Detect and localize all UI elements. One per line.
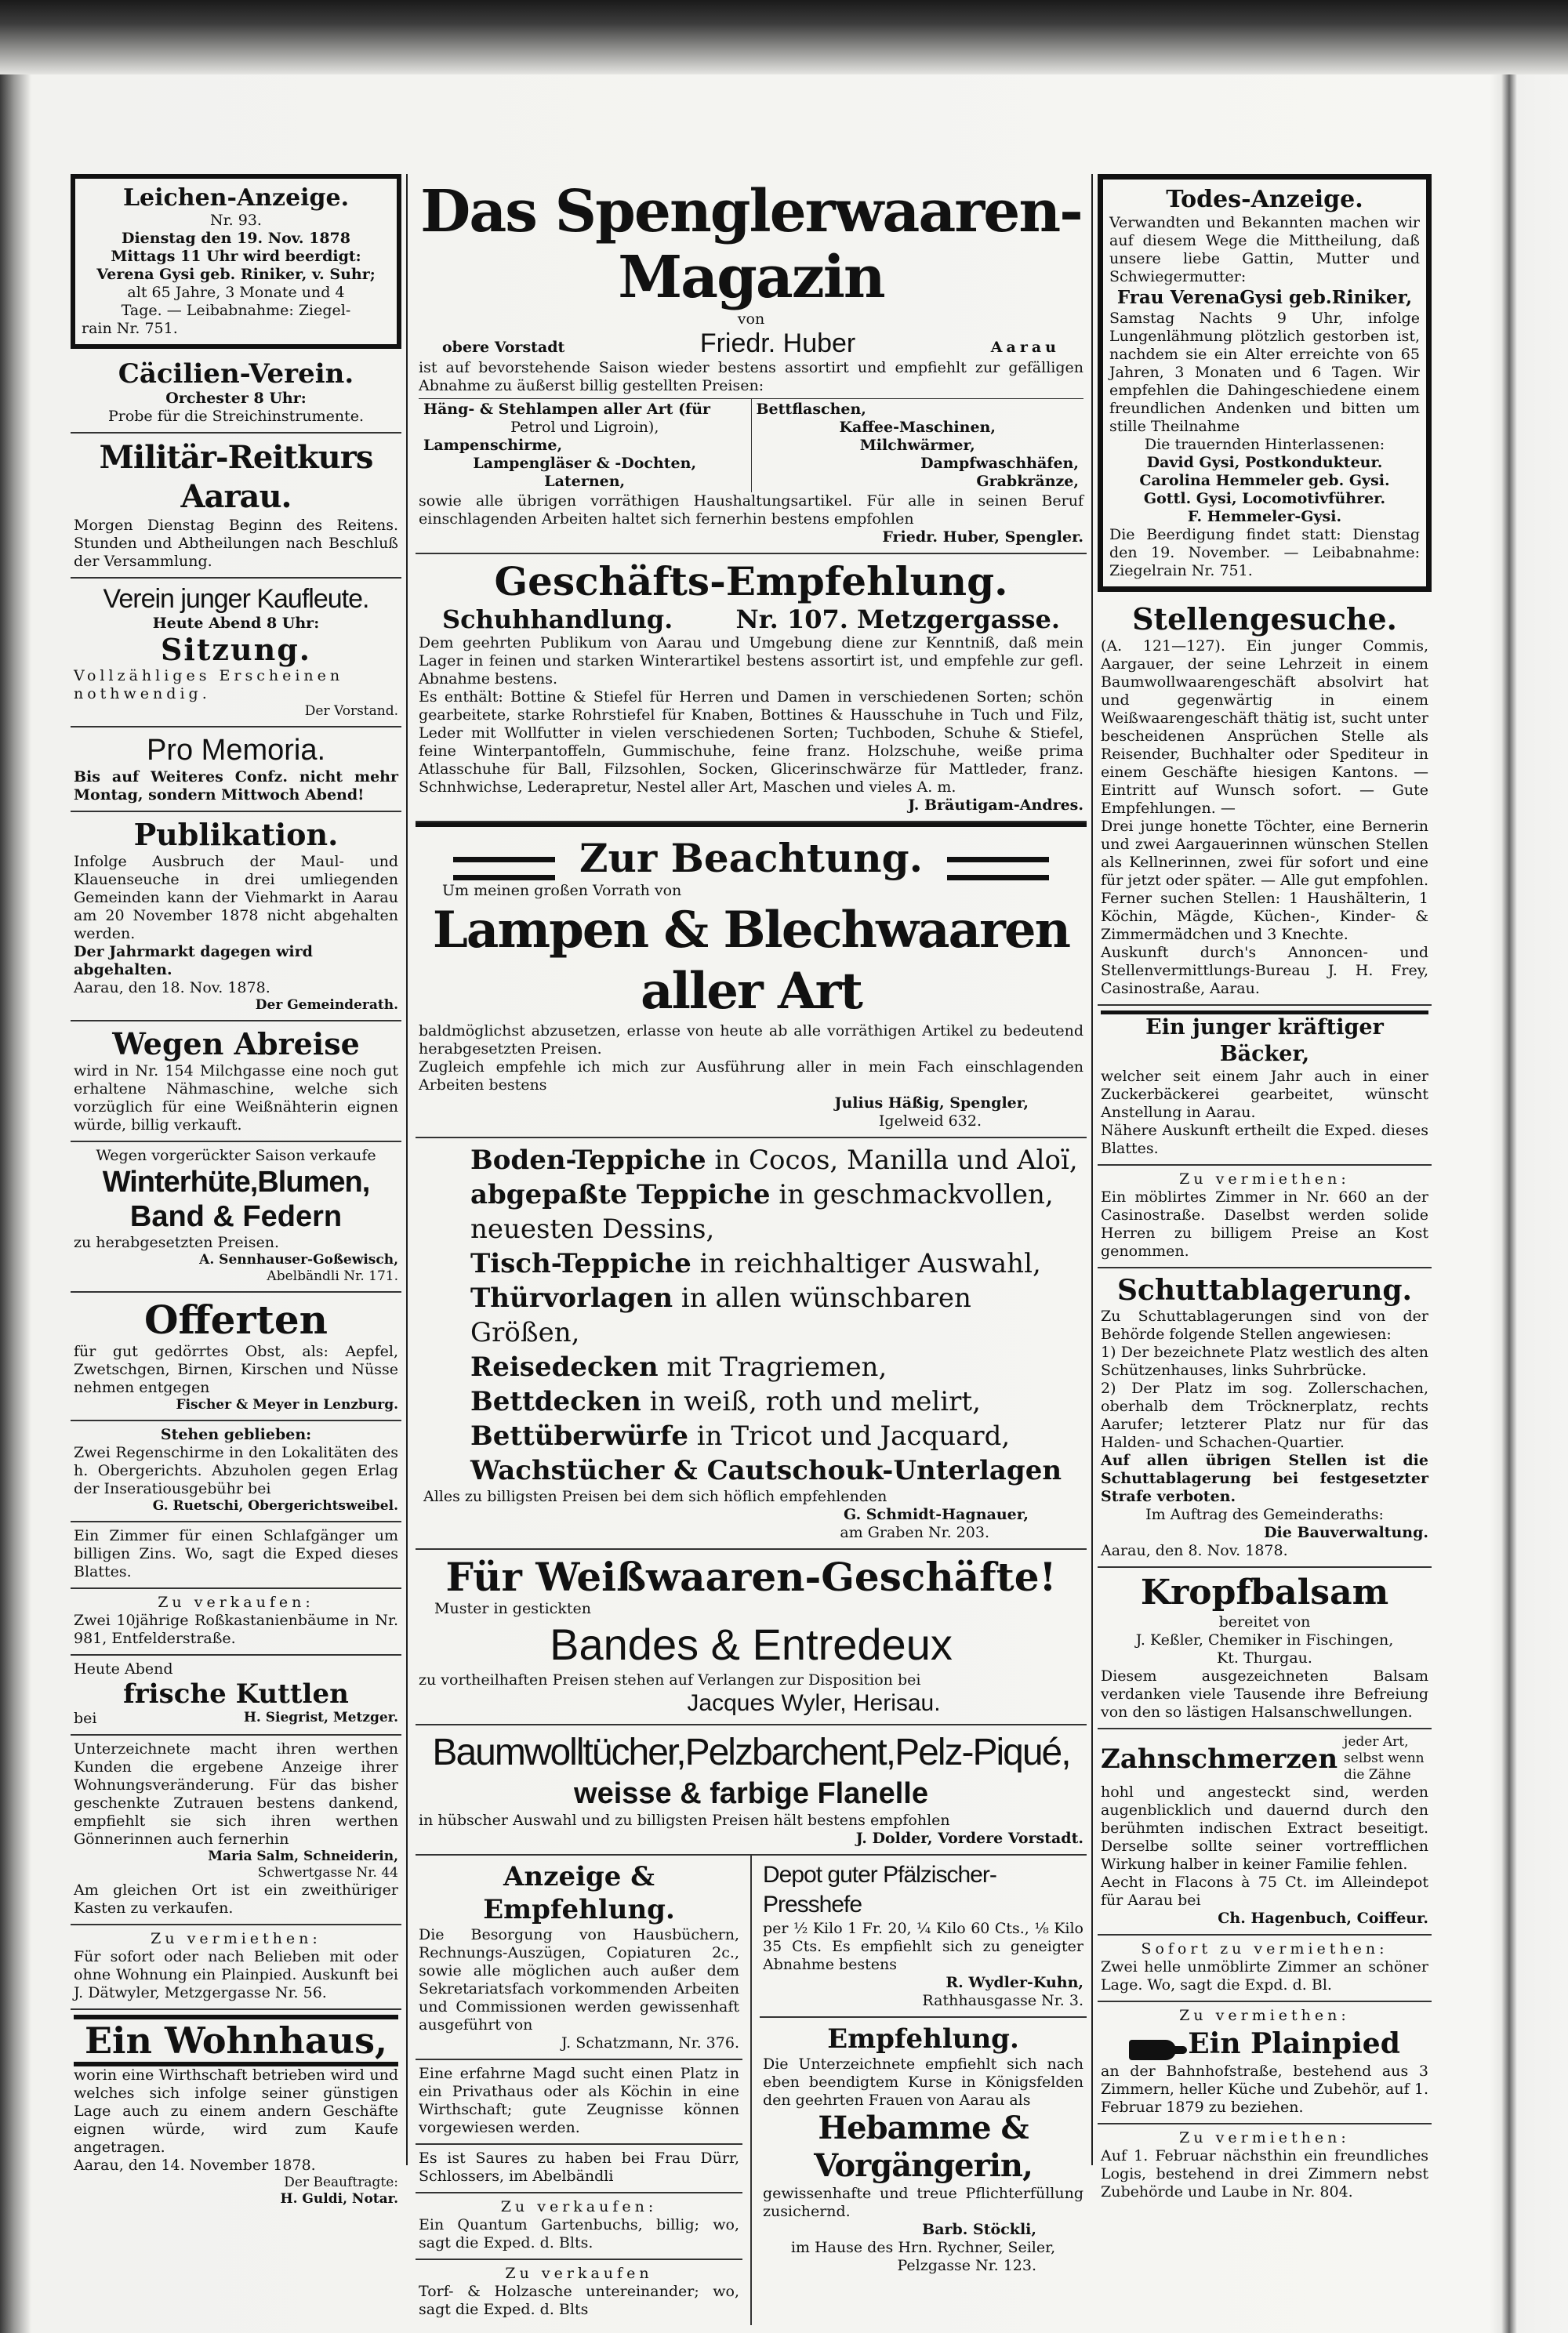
- teppiche-l4a: Thürvorlagen: [470, 1283, 673, 1314]
- column-left: [71, 174, 401, 2214]
- todes-text3: Die Beerdigung findet statt: Dienstag den 19. November. — Leibabnahme: Ziegelrain Nr. 751.: [1109, 526, 1420, 579]
- kuttlen-sign: H. Siegrist, Metzger.: [243, 1710, 398, 1725]
- beachtung-text2: Zugleich empfehle ich mich zur Ausführung aller in mein Fach einschlagenden Arbeiten bestens: [419, 1058, 1083, 1094]
- kropf-ad: [1098, 1568, 1432, 1729]
- salm-text2: Am gleichen Ort ist ein zweithüriger Kasten zu verkaufen.: [74, 1881, 398, 1917]
- todes-h1: Die trauernden Hinterlassenen:: [1144, 436, 1385, 453]
- abreise-text: wird in Nr. 154 Milchgasse eine noch gut erhaltene Nähmaschine, welche sich vorzüglich für eine Weißnähterin eignen würde, billig verkauft.: [74, 1062, 398, 1134]
- hebamme-sign2: im Hause des Hrn. Rychner, Seiler,: [790, 2239, 1056, 2256]
- column-rule-right: [1091, 174, 1093, 2165]
- leichen-line4: alt 65 Jahre, 3 Monate und 4: [127, 284, 345, 301]
- anzeige-title: Anzeige & Empfehlung.: [483, 1861, 675, 1925]
- verein-sitzung: Sitzung.: [160, 632, 312, 667]
- publikation-title: Publikation.: [133, 817, 339, 852]
- presshefe-text: per ½ Kilo 1 Fr. 20, ¼ Kilo 60 Cts., ⅛ Kilo 35 Cts. Es empfiehlt sich zu geneigter Abnahme bestens: [763, 1920, 1083, 1973]
- publikation-ad: [71, 812, 401, 1021]
- weiss-text: zu vortheilhaften Preisen stehen auf Verlangen zur Disposition bei: [419, 1671, 921, 1689]
- memoria-text: Bis auf Weiteres Confz. nicht mehr Montag, sondern Mittwoch Abend!: [74, 768, 398, 804]
- beachtung-sign1: Julius Häßig, Spengler,: [834, 1094, 1029, 1112]
- spengler-l4: Lampengläser & -Dochten,: [473, 455, 697, 472]
- teppiche-l2b: in geschmackvollen, neuesten Dessins,: [470, 1179, 1054, 1245]
- spengler-ad: [416, 174, 1087, 554]
- salm-text: Unterzeichnete macht ihren werthen Kunden die ergebene Anzeige ihrer Wohnungsveränderung. Für das bisher geschenkte Zutrauen bestens dankend, empfiehlt sie sich ihren werthen Gönnerinnen auch fernerhin: [74, 1740, 398, 1848]
- magd-ad: [416, 2060, 742, 2145]
- stehen-text: Zwei Regenschirme in den Lokalitäten des h. Obergerichts. Abzuholen gegen Erlag der Inseratiousgebühr bei: [74, 1444, 398, 1497]
- offerten-text: für gut gedörrtes Obst, als: Aepfel, Zwetschgen, Birnen, Kirschen und Nüsse nehmen entgegen: [74, 1343, 398, 1396]
- spengler-r1: Bettflaschen,: [756, 401, 866, 418]
- sofort-text: Zwei helle unmöblirte Zimmer an schöner Lage. Wo, sagt die Expd. d. Bl.: [1101, 1958, 1428, 1994]
- leichen-line5: Tage. — Leibabnahme: Ziegel-: [121, 302, 351, 319]
- kuttlen-line2: bei: [74, 1710, 97, 1727]
- spengler-text: ist auf bevorstehende Saison wieder bestens assortirt und empfiehlt zur gefälligen Abnahme zu äußerst billig gestellten Preisen:: [419, 359, 1083, 394]
- todes-h5: F. Hemmeler-Gysi.: [1187, 508, 1342, 525]
- gartenbuchs-title: Zu verkaufen:: [500, 2198, 658, 2215]
- zahn-title: Zahnschmerzen: [1101, 1743, 1338, 1775]
- column-right: [1098, 174, 1432, 2208]
- kropf-line3: Kt. Thurgau.: [1217, 1649, 1312, 1667]
- abreise-ad: [71, 1021, 401, 1142]
- schutt-i1: 1) Der bezeichnete Platz westlich des alten Schützenhauses, links Suhrbrücke.: [1101, 1344, 1428, 1379]
- anzeige-ad: [416, 1856, 742, 2060]
- beachtung-sign2: Igelweid 632.: [878, 1112, 982, 1130]
- hebamme-text2: gewissenhafte und treue Pflichterfüllung zusichernd.: [763, 2185, 1083, 2220]
- weiss-title: Für Weißwaaren-Geschäfte!: [445, 1554, 1057, 1600]
- teppiche-l6b: in weiß, roth und melirt,: [641, 1386, 981, 1417]
- sofort-title: Sofort zu vermiethen:: [1141, 1940, 1388, 1957]
- hebamme-big: Hebamme & Vorgängerin,: [814, 2110, 1033, 2184]
- baumwoll-title2: weisse & farbige Flanelle: [574, 1777, 928, 1810]
- publikation-text: Infolge Ausbruch der Maul- und Klauenseuche in drei umliegenden Gemeinden kann der Viehmarkt in Aarau am 20 November 1878 nicht abgehalten werden.: [74, 853, 398, 942]
- beachtung-line1: Um meinen großen Vorrath von: [442, 882, 682, 899]
- logis-text: Auf 1. Februar nächsthin ein freundliches Logis, bestehend in drei Zimmern nebst Zubehörde und Laube in Nr. 804.: [1101, 2147, 1428, 2201]
- plainpied-ad: [1098, 2002, 1432, 2124]
- winterhuete-sign2: Abelbändli Nr. 171.: [267, 1268, 398, 1284]
- logis-title: Zu vermiethen:: [1179, 2129, 1350, 2146]
- caecilien-line2: Probe für die Streichinstrumente.: [107, 408, 365, 425]
- todes-h3: Carolina Hemmeler geb. Gysi.: [1139, 472, 1390, 489]
- plainpied-text: an der Bahnhofstraße, bestehend aus 3 Zimmern, heller Küche und Zubehör, auf 1. Februar 1879 zu beziehen.: [1101, 2063, 1428, 2116]
- teppiche-l4b: in allen wünschbaren Größen,: [470, 1283, 971, 1348]
- winterhuete-line2: zu herabgesetzten Preisen.: [74, 1234, 280, 1251]
- hebamme-title: Empfehlung.: [827, 2023, 1019, 2055]
- kropf-line2: J. Keßler, Chemiker in Fischingen,: [1135, 1631, 1394, 1649]
- verkaufen-title: Zu verkaufen:: [158, 1594, 314, 1611]
- spengler-r2: Kaffee-Maschinen,: [839, 419, 996, 436]
- weiss-ad: [416, 1550, 1087, 1725]
- baecker-text2: Nähere Auskunft ertheilt die Exped. dieses Blattes.: [1101, 1122, 1428, 1157]
- pointing-hand-icon: [1129, 2040, 1176, 2060]
- baumwoll-sign: J. Dolder, Vordere Vorstadt.: [855, 1830, 1083, 1847]
- ornament-bar-left: [453, 857, 555, 880]
- caecilien-ad: [71, 354, 401, 434]
- leichen-line2: Mittags 11 Uhr wird beerdigt:: [111, 248, 361, 265]
- baecker-title: Ein junger kräftiger Bäcker,: [1101, 1010, 1428, 1068]
- offerten-title: Offerten: [143, 1297, 328, 1343]
- stellen-text4: Auskunft durch's Annoncen- und Stellenvermittlungs-Bureau J. H. Frey, Casinostraße, Aarau.: [1101, 944, 1428, 997]
- geschaeft-text: Dem geehrten Publikum von Aarau und Umgebung diene zur Kenntniß, daß mein Lager in feinen und starken Winterartikel bestens assortirt ist, und empfehle zur gefl. Abnahme bestens.: [419, 634, 1083, 688]
- spengler-title: Das Spenglerwaaren-Magazin: [420, 178, 1082, 311]
- stehen-ad: [71, 1421, 401, 1522]
- hebamme-text: Die Unterzeichnete empfiehlt sich nach eben beendigtem Kurse in Königsfelden den geehrten Frauen von Aarau als: [763, 2055, 1083, 2109]
- vermiethen-title: Zu vermiethen:: [151, 1930, 321, 1947]
- schutt-ad: [1098, 1268, 1432, 1568]
- teppiche-ad: [416, 1138, 1087, 1550]
- plainpied-big: Ein Plainpied: [1188, 2027, 1400, 2060]
- teppiche-l1b: in Cocos, Manilla und Aloï,: [706, 1145, 1078, 1176]
- stellen-text3: Ferner suchen Stellen: 1 Haushälterin, 1 Köchin, Mägde, Küchen-, Kinder- & Zimmermädchen und 3 Knechte.: [1101, 890, 1428, 943]
- saures-ad: [416, 2145, 742, 2193]
- schutt-sign1: Im Auftrag des Gemeinderaths:: [1145, 1506, 1384, 1523]
- teppiche-l7b: in Tricot und Jacquard,: [688, 1420, 1011, 1452]
- salm-sign2: Schwertgasse Nr. 44: [257, 1865, 398, 1881]
- spengler-r5: Grabkränze,: [976, 473, 1079, 490]
- hebamme-sign1: Barb. Stöckli,: [922, 2221, 1036, 2238]
- schutt-date: Aarau, den 8. Nov. 1878.: [1101, 1542, 1288, 1559]
- saures-text: Es ist Saures zu haben bei Frau Dürr, Schlossers, im Abelbändli: [419, 2150, 739, 2185]
- stellen-title: Stellengesuche.: [1132, 601, 1397, 637]
- zahn-text: hohl und angesteckt sind, werden augenblicklich und dauernd durch den berühmten indischen Extract beseitigt. Derselbe sollte seiner vortrefflichen Wirkung halber in keiner Familie fehlen.: [1101, 1783, 1428, 1873]
- bottom-split: [416, 1856, 1087, 2325]
- gartenbuchs-ad: [416, 2193, 742, 2260]
- spengler-sign: Friedr. Huber, Spengler.: [882, 528, 1083, 546]
- publikation-sign: Der Gemeinderath.: [255, 997, 398, 1013]
- column-rule-left: [406, 174, 408, 2165]
- stellen-text: (A. 121—127). Ein junger Commis, Aargauer, der seine Lehrzeit in einem Baumwollwaarengeschäft absolvirt hat und gegenwärtig in einem Weißwaarengeschäft thätig ist, sucht unter bescheidenen Ansprüchen Stelle als Reisender, Buchhalter oder Spediteur in einem Geschäfte hiesigen Kantons. — Eintritt auf Wunsch sofort. — Gute Empfehlungen. —: [1101, 637, 1428, 817]
- spengler-text2: sowie alle übrigen vorräthigen Haushaltungsartikel. Für alle in seinen Beruf einschlagenden Arbeiten haltet sich fernerhin bestens empfohlen: [419, 492, 1083, 528]
- zimmer-ad: [71, 1522, 401, 1589]
- militaer-ad: [71, 434, 401, 579]
- geschaeft-right: Nr. 107. Metzgergasse.: [735, 604, 1060, 634]
- wohnhaus-title: Ein Wohnhaus,: [74, 2015, 398, 2066]
- geschaeft-sign: J. Bräutigam-Andres.: [908, 796, 1083, 814]
- caecilien-title: Cäcilien-Verein.: [118, 358, 354, 390]
- presshefe-ad: [760, 1856, 1087, 2018]
- spengler-r4: Dampfwaschhäfen,: [920, 455, 1079, 472]
- zahn-side: jeder Art, selbst wenn die Zähne: [1344, 1734, 1425, 1783]
- verkaufen-ad: [71, 1589, 401, 1656]
- teppiche-l2a: abgepaßte Teppiche: [470, 1179, 771, 1210]
- verein-title: Verein junger Kaufleute.: [103, 584, 369, 614]
- vermiethen-text: Für sofort oder nach Belieben mit oder ohne Wohnung ein Plainpied. Auskunft bei J. Dätwyler, Metzgergasse Nr. 56.: [74, 1948, 398, 2001]
- wohnhaus-date: Aarau, den 14. November 1878.: [74, 2157, 316, 2174]
- weiss-line1: Muster in gestickten: [434, 1600, 591, 1617]
- baecker-text: welcher seit einem Jahr auch in einer Zuckerbäckerei gearbeitet, wünscht Anstellung in Aarau.: [1101, 1068, 1428, 1121]
- geschaeft-left: Schuhhandlung.: [442, 604, 673, 634]
- spengler-l2: Petrol und Ligroin),: [510, 419, 659, 436]
- geschaeft-ad: [416, 554, 1087, 822]
- weiss-big: Bandes & Entredeux: [550, 1620, 953, 1669]
- anzeige-text: Die Besorgung von Hausbüchern, Rechnungs-Auszügen, Copiaturen 2c., sowie alle möglichen auch außer dem Sekretariatsfach vorkommenden Arbeiten und Commissionen werden gewissenhaft ausgeführt von: [419, 1926, 739, 2034]
- winterhuete-title1: Winterhüte,Blumen,: [102, 1166, 370, 1199]
- wohnhaus-ad: [71, 2010, 401, 2214]
- kropf-title: Kropfbalsam: [1140, 1573, 1389, 1613]
- presshefe-sign1: R. Wydler-Kuhn,: [946, 1974, 1083, 1991]
- verein-line1: Heute Abend 8 Uhr:: [152, 615, 320, 632]
- teppiche-sign1: G. Schmidt-Hagnauer,: [844, 1506, 1029, 1523]
- militaer-text: Morgen Dienstag Beginn des Reitens. Stunden und Abtheilungen nach Beschluß der Versammlung.: [74, 517, 398, 570]
- hebamme-ad: [760, 2018, 1087, 2281]
- spengler-left: obere Vorstadt: [442, 339, 565, 356]
- teppiche-l7a: Bettüberwürfe: [470, 1420, 688, 1452]
- todes-text: Verwandten und Bekannten machen wir auf diesem Wege die Mittheilung, daß unsere liebe Gattin, Mutter und Schwiegermutter:: [1109, 214, 1420, 285]
- presshefe-sign2: Rathhausgasse Nr. 3.: [922, 1992, 1083, 2009]
- salm-ad: [71, 1736, 401, 1925]
- todes-text2: Samstag Nachts 9 Uhr, infolge Lungenlähmung plötzlich gestorben ist, nachdem sie ein Alter erreichte von 65 Jahren, 3 Monaten und 6 Tagen. Wir empfehlen die Dahingeschiedene einem freundlichen Andenken und bitten um stille Theilnahme: [1109, 310, 1420, 435]
- beachtung-ad: [416, 822, 1087, 1138]
- beachtung-text: baldmöglichst abzusetzen, erlasse von heute ab alle vorräthigen Artikel zu bedeutend herabgesetzten Preisen.: [419, 1022, 1083, 1058]
- leichen-nr: Nr. 93.: [210, 212, 262, 229]
- winterhuete-ad: [71, 1142, 401, 1293]
- presshefe-title: Depot guter Pfälzischer-Presshefe: [763, 1862, 996, 1918]
- spengler-r3: Milchwärmer,: [859, 437, 975, 454]
- kropf-text: Diesem ausgezeichneten Balsam verdanken viele Tausende ihre Befreiung von den so lästigen Halsanschwellungen.: [1101, 1667, 1428, 1721]
- zimmer-text: Ein Zimmer für einen Schlafgänger um billigen Zins. Wo, sagt die Exped dieses Blattes.: [74, 1527, 398, 1580]
- beachtung-big: Lampen & Blechwaaren aller Art: [432, 901, 1070, 1021]
- sofort-ad: [1098, 1936, 1432, 2002]
- todes-h2: David Gysi, Postkondukteur.: [1146, 454, 1383, 471]
- geschaeft-title: Geschäfts-Empfehlung.: [494, 558, 1008, 604]
- verein-line3: nothwendig.: [74, 685, 211, 702]
- teppiche-l8: Wachstücher & Cautschouk-Unterlagen: [470, 1455, 1062, 1486]
- kropf-line1: bereitet von: [1218, 1613, 1311, 1631]
- ornament-bar-right: [947, 857, 1049, 880]
- verein-line2: Vollzähliges Erscheinen: [74, 667, 344, 684]
- verein-sign: Der Vorstand.: [304, 703, 398, 719]
- kuttlen-title: frische Kuttlen: [123, 1678, 349, 1710]
- stellen-ad: [1098, 597, 1432, 1006]
- offerten-ad: [71, 1293, 401, 1421]
- wohnhaus-sign1: Der Beauftragte:: [284, 2175, 398, 2190]
- teppiche-sign2: am Graben Nr. 203.: [840, 1524, 989, 1541]
- zimmer-right-ad: [1098, 1166, 1432, 1268]
- schutt-text2: Auf allen übrigen Stellen ist die Schuttablagerung bei festgesetzter Strafe verboten.: [1101, 1452, 1428, 1505]
- publikation-text2: Der Jahrmarkt dagegen wird abgehalten.: [74, 943, 313, 978]
- todes-h4: Gottl. Gysi, Locomotivführer.: [1143, 490, 1386, 507]
- vermiethen-ad: [71, 1925, 401, 2010]
- memoria-title: Pro Memoria.: [146, 734, 326, 767]
- plainpied-title: Zu vermiethen:: [1179, 2007, 1350, 2024]
- teppiche-text: Alles zu billigsten Preisen bei dem sich höflich empfehlenden: [423, 1488, 887, 1505]
- spengler-l1: Häng- & Stehlampen aller Art (für: [423, 401, 711, 418]
- anzeige-sign: J. Schatzmann, Nr. 376.: [561, 2034, 739, 2052]
- todes-name: Frau VerenaGysi geb.Riniker,: [1116, 287, 1413, 308]
- militaer-title: Militär-Reitkurs Aarau.: [99, 439, 373, 515]
- schutt-i2: 2) Der Platz im sog. Zollerschachen, oberhalb dem Tröcknerplatz, rechts Aarufer; letzterer Platz nur für das Halden- und Schachen-Quartier.: [1101, 1380, 1428, 1451]
- leichen-anzeige: [71, 174, 401, 349]
- scan-top-edge: [0, 0, 1568, 74]
- zimmer-right-text: Ein möblirtes Zimmer in Nr. 660 an der Casinostraße. Daselbst werden solide Herren zu billigem Preise an Kost genommen.: [1101, 1188, 1428, 1260]
- winterhuete-title2: Band & Federn: [129, 1200, 343, 1233]
- logis-ad: [1098, 2124, 1432, 2208]
- leichen-line1: Dienstag den 19. Nov. 1878: [121, 230, 351, 247]
- schutt-title: Schuttablagerung.: [1116, 1274, 1413, 1307]
- zimmer-right-title: Zu vermiethen:: [1179, 1170, 1350, 1188]
- teppiche-l6a: Bettdecken: [470, 1386, 641, 1417]
- leichen-line3: Verena Gysi geb. Riniker, v. Suhr;: [96, 266, 376, 283]
- spengler-l3: Lampenschirme,: [423, 437, 563, 454]
- teppiche-l5a: Reisedecken: [470, 1352, 659, 1383]
- todes-title: Todes-Anzeige.: [1166, 186, 1363, 213]
- gartenbuchs-text: Ein Quantum Gartenbuchs, billig; wo, sagt die Exped. d. Blts.: [419, 2216, 739, 2251]
- memoria-ad: [71, 727, 401, 812]
- baumwoll-text: in hübscher Auswahl und zu billigsten Preisen hält bestens empfohlen: [419, 1812, 950, 1829]
- torf-text: Torf- & Holzasche untereinander; wo, sagt die Exped. d. Blts: [419, 2283, 739, 2318]
- winterhuete-sign1: A. Sennhauser-Goßewisch,: [199, 1252, 398, 1268]
- wohnhaus-text: worin eine Wirthschaft betrieben wird und welches sich infolge seiner günstigen Lage auch zu einem andern Geschäfte eignen würde, wird zum Kaufe angetragen.: [74, 2066, 398, 2156]
- leichen-line6: rain Nr. 751.: [82, 320, 178, 337]
- spengler-l5: Laternen,: [544, 473, 626, 490]
- offerten-sign: Fischer & Meyer in Lenzburg.: [176, 1397, 398, 1413]
- magd-text: Eine erfahrne Magd sucht einen Platz in ein Privathaus oder als Köchin in eine Wirthschaft; gute Zeugnisse können vorgewiesen werden.: [419, 2065, 739, 2136]
- spengler-name: Friedr. Huber: [699, 328, 856, 358]
- weiss-sign: Jacques Wyler, Herisau.: [687, 1690, 941, 1716]
- baumwoll-title: Baumwolltücher,Pelzbarchent,Pelz-Piqué,: [432, 1732, 1070, 1773]
- wohnhaus-sign2: H. Guldi, Notar.: [280, 2191, 398, 2207]
- baumwoll-ad: [416, 1725, 1087, 1856]
- torf-title: Zu verkaufen: [505, 2265, 653, 2282]
- spengler-von: von: [737, 310, 765, 328]
- teppiche-l3a: Tisch-Teppiche: [470, 1248, 691, 1279]
- stehen-title: Stehen geblieben:: [160, 1426, 312, 1443]
- teppiche-l5b: mit Tragriemen,: [658, 1352, 887, 1383]
- zahn-text2: Aecht in Flacons à 75 Ct. im Alleindepot für Aarau bei: [1101, 1874, 1428, 1909]
- schutt-text: Zu Schuttablagerungen sind von der Behörde folgende Stellen angewiesen:: [1101, 1308, 1428, 1343]
- zahn-sign: Ch. Hagenbuch, Coiffeur.: [1218, 1910, 1428, 1927]
- kuttlen-line1: Heute Abend: [74, 1660, 173, 1678]
- salm-sign1: Maria Salm, Schneiderin,: [208, 1849, 398, 1864]
- geschaeft-text2: Es enthält: Bottine & Stiefel für Herren und Damen in verschiedenen Sorten; schön gearbeitete, starke Rohrstiefel für Knaben, Bottines & Hausschuhe in Tuch und Filz, Leder mit Wollfutter in vielen verschiedenen Sorten; Tuchboden, Schuhe & Stiefel, feine Winterpantoffeln, Gummischuhe, feine franz. Holzschuhe, weiße prima Atlasschuhe für Ball, Filzsohlen, Socken, Glicerinschwärze für Mattleder, franz. Schnhwichse, Lederapretur, Nestel aller Art, Maschen und vieles A. m.: [419, 688, 1083, 796]
- teppiche-l3b: in reichhaltiger Auswahl,: [691, 1248, 1041, 1279]
- zahn-ad: [1098, 1729, 1432, 1936]
- caecilien-line1: Orchester 8 Uhr:: [165, 390, 307, 407]
- verkaufen-text: Zwei 10jährige Roßkastanienbäume in Nr. 981, Entfelderstraße.: [74, 1612, 398, 1647]
- stehen-sign: G. Ruetschi, Obergerichtsweibel.: [152, 1498, 398, 1514]
- stellen-text2: Drei junge honette Töchter, eine Bernerin und zwei Aargauerinnen wünschen Stellen als Kellnerinnen, zwei für sofort und eine für jetzt oder später. — Alle gut empfohlen.: [1101, 818, 1429, 889]
- teppiche-l1a: Boden-Teppiche: [470, 1145, 706, 1176]
- spengler-right: Aarau: [990, 339, 1060, 356]
- leichen-title: Leichen-Anzeige.: [122, 184, 350, 212]
- torf-ad: [416, 2260, 742, 2325]
- schutt-sign2: Die Bauverwaltung.: [1264, 1524, 1428, 1541]
- baecker-ad: [1098, 1006, 1432, 1166]
- verein-ad: [71, 579, 401, 727]
- hebamme-sign3: Pelzgasse Nr. 123.: [897, 2257, 1036, 2274]
- column-middle: [416, 174, 1087, 2325]
- todes-anzeige: [1098, 174, 1432, 592]
- beachtung-title: Zur Beachtung.: [579, 835, 924, 881]
- publikation-date: Aarau, den 18. Nov. 1878.: [74, 979, 270, 996]
- kuttlen-ad: [71, 1656, 401, 1736]
- winterhuete-line1: Wegen vorgerückter Saison verkaufe: [96, 1147, 376, 1164]
- abreise-title: Wegen Abreise: [112, 1026, 360, 1061]
